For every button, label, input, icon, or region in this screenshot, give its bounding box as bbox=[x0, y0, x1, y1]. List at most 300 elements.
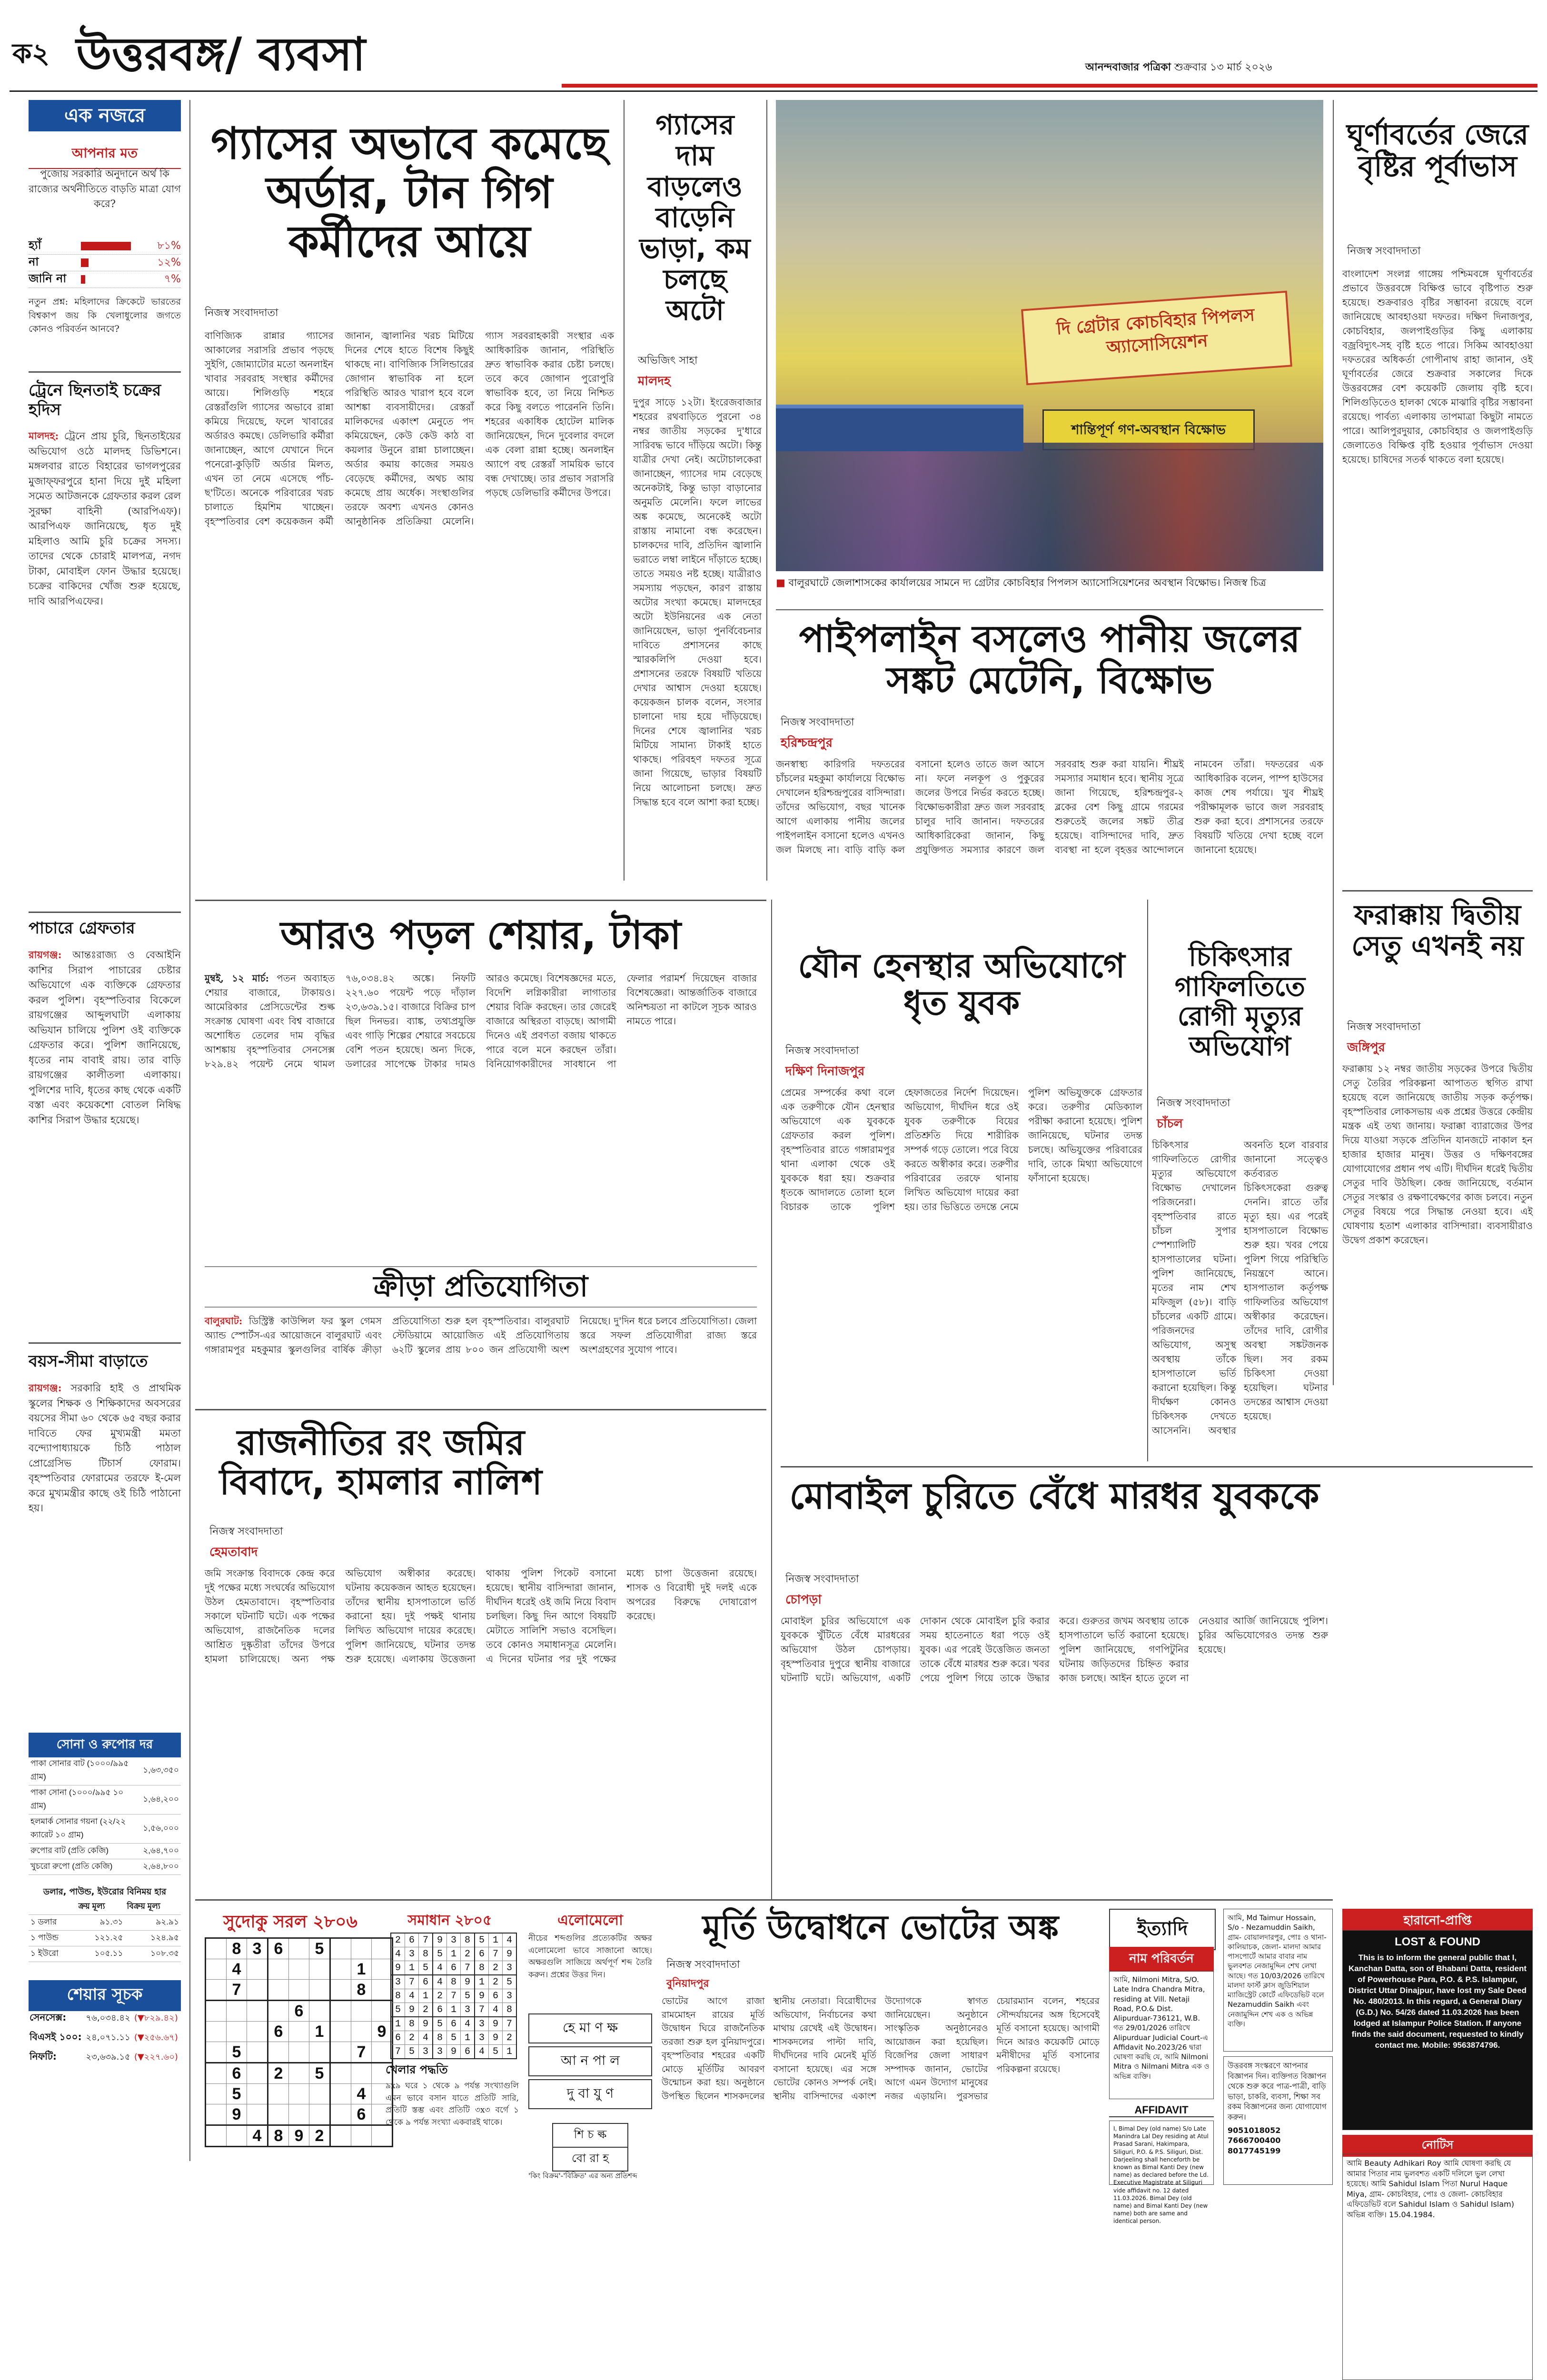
politics-byline: নিজস্ব সংবাদদাতা bbox=[209, 1526, 283, 1537]
solution-row bbox=[391, 1989, 516, 2003]
sudoku-cell[interactable] bbox=[206, 2104, 227, 2125]
solution-row bbox=[391, 2003, 516, 2017]
lead-body: বাণিজ্যিক রান্নার গ্যাসের আকালের সরাসরি প্রভাব পড়ছে সুইগি, জোম্যাটোর মতো অনলাইন খাবার সরবরাহ সংস্থার কর্মীদের আয়ে। শিলিগুড়ি শহরে রেস্তরাঁগুলি গ্যাসের অভাবে রান্না কমিয়ে দিয়েছে, ফলে খাবারের অর্ডারও কমছে। ডেলিভারি কর্মীরা জানাচ্ছেন, আগে যেখানে দিনে পনেরো-কুড়িটি অর্ডার মিলত, এখন তা নেমে এসেছে পাঁচ-ছ'টিতে। অনেকে পরিবারের খরচ চালাতে হিমশিম খাচ্ছেন। বৃহস্পতিবার বেশ কয়েকজন কর্মী জানান, জ্বালানির খরচ মিটিয়ে দিনের শেষে হাতে বিশেষ কিছুই থাকছে না। বাণিজ্যিক সিলিন্ডারের জোগান স্বাভাবিক না হলে পরিস্থিতি আরও খারাপ হবে বলে আশঙ্কা ব্যবসায়ীদের। রেস্তরাঁ মালিকদের একাংশ মেনুতে পদ কমিয়েছেন, কেউ কেউ কাঠ বা কয়লার উনুনে রান্না চালাচ্ছেন। অর্ডার কমায় কাজের সময়ও বেড়েছে কর্মীদের, অথচ আয় কমেছে প্রায় অর্ধেক। সংস্থাগুলির তরফে অবশ্য এখনও কোনও আনুষ্ঠানিক প্রতিক্রিয়া মেলেনি। গ্যাস সরবরাহকারী সংস্থার এক আধিকারিক জানান, পরিস্থিতি দ্রুত স্বাভাবিক করার চেষ্টা চলছে। তবে কবে জোগান পুরোপুরি স্বাভাবিক হবে, তা নিয়ে নিশ্চিত করে কিছু বলতে পারেননি তিনি। শহরের একাধিক হোটেল মালিক জানিয়েছেন, দিনে দুবেলার বদলে এক বেলা রান্না হচ্ছে। অনলাইন অ্যাপে বহু রেস্তরাঁ সাময়িক ভাবে বন্ধ দেখাচ্ছে। তার প্রভাব সরাসরি পড়ছে ডেলিভারি কর্মীদের উপরে। bbox=[205, 330, 614, 527]
sudoku-cell[interactable] bbox=[268, 1980, 289, 2001]
sudoku-row bbox=[206, 2001, 393, 2022]
currency-row-cell: ৯২.৯১ bbox=[125, 1915, 181, 1931]
solution-cell: 4 bbox=[405, 1989, 419, 2003]
solution-cell: 1 bbox=[391, 2017, 405, 2031]
politics-place: হেমতাবাদ bbox=[209, 1545, 258, 1559]
solution-row bbox=[391, 2031, 516, 2045]
sudoku-cell[interactable] bbox=[330, 2022, 351, 2042]
sudoku-cell[interactable] bbox=[330, 1938, 351, 1959]
story-text: সরকারি হাই ও প্রাথমিক স্কুলের শিক্ষক ও শিক্ষিকাদের অবসরের বয়সের সীমা ৬০ থেকে ৬৫ বছর করার দাবিতে ফের মুখ্যমন্ত্রী মমতা বন্দ্যোপাধ্যায়কে চিঠি পাঠাল প্রোগ্রেসিভ টিচার্স ফোরাম। বৃহস্পতিবার ফোরামের তরফে ই-মেল করে মুখ্যমন্ত্রীর কাছে ওই চিঠি পাঠানো হয়। bbox=[29, 1382, 181, 1514]
jumble-words bbox=[528, 2013, 652, 2112]
solution-cell: 5 bbox=[391, 2003, 405, 2017]
solution-cell: 6 bbox=[489, 1989, 503, 2003]
sudoku-cell[interactable] bbox=[372, 1938, 393, 1959]
sudoku-cell[interactable] bbox=[351, 2001, 372, 2022]
sudoku-cell[interactable] bbox=[289, 2104, 309, 2125]
sudoku-cell[interactable] bbox=[289, 2042, 309, 2063]
solution-cell: 4 bbox=[461, 2017, 475, 2031]
poll-value: ১২% bbox=[157, 256, 181, 268]
lead-byline: নিজস্ব সংবাদদাতা bbox=[205, 307, 278, 319]
solution-cell: 1 bbox=[447, 2003, 461, 2017]
sudoku-cell[interactable] bbox=[247, 2063, 268, 2084]
poll-label: হ্যাঁ bbox=[29, 238, 41, 252]
sudoku-cell[interactable]: 6 bbox=[289, 2001, 309, 2022]
solution-cell: 9 bbox=[405, 2003, 419, 2017]
story-text: ডিস্ট্রিক্ট কাউন্সিল ফর স্কুল গেমস অ্যান্ড স্পোর্টস-এর আয়োজনে বালুরঘাট এবং গঙ্গারামপুর মহকুমার স্কুলগুলির বার্ষিক ক্রীড়া প্রতিযোগিতা শুরু হল বৃহস্পতিবার। বালুরঘাট স্টেডিয়ামে আয়োজিত এই প্রতিযোগিতায় ৬২টি স্কুলের প্রায় ৮০০ জন প্রতিযোগী অংশ নিয়েছে। দু'দিন ধরে চলবে প্রতিযোগিতা। জেলা স্তরে সফল প্রতিযোগীরা রাজ্য স্তরে অংশগ্রহণের সুযোগ পাবে। bbox=[205, 1315, 757, 1355]
sudoku-cell[interactable] bbox=[330, 2042, 351, 2063]
sudoku-cell[interactable] bbox=[206, 2125, 227, 2147]
sudoku-cell[interactable]: 2 bbox=[268, 2063, 289, 2084]
sudoku-cell[interactable] bbox=[206, 2063, 227, 2084]
story-age-body bbox=[29, 1380, 181, 1714]
currency-row bbox=[29, 1946, 181, 1962]
photo-banner: দি গ্রেটার কোচবিহার পিপলস অ্যাসোসিয়েশন bbox=[1021, 291, 1292, 386]
sudoku-cell[interactable] bbox=[351, 1938, 372, 1959]
solution-cell: 6 bbox=[461, 2045, 475, 2059]
sudoku-cell[interactable] bbox=[206, 2042, 227, 2063]
story-train-head: ট্রেনে ছিনতাই চক্রের হদিস bbox=[29, 381, 161, 419]
solution-cell: 6 bbox=[447, 1961, 461, 1975]
sudoku-row bbox=[206, 2125, 393, 2147]
jumble-word: আ ন পা ল bbox=[528, 2046, 652, 2076]
jumble-bottom bbox=[552, 2123, 628, 2172]
sudoku-cell[interactable] bbox=[309, 2084, 330, 2104]
currency-row-cell: ১ পাউন্ড bbox=[29, 1931, 77, 1946]
sudoku-cell[interactable]: 4 bbox=[351, 2084, 372, 2104]
sudoku-grid[interactable] bbox=[205, 1937, 393, 2147]
solution-cell: 8 bbox=[433, 2031, 447, 2045]
solution-cell: 5 bbox=[489, 2045, 503, 2059]
sudoku-cell[interactable]: 9 bbox=[372, 2022, 393, 2042]
currency-row-cell: ১ ডলার bbox=[29, 1915, 77, 1931]
at-a-glance-banner: এক নজরে bbox=[29, 100, 181, 131]
solution-cell: 1 bbox=[489, 1933, 503, 1947]
sports-headline: ক্রীড়া প্রতিযোগিতা bbox=[205, 1266, 757, 1308]
gas-fare-headline: গ্যাসের দাম বাড়লেও বাড়েনি ভাড়া, কম চলছে অটো bbox=[639, 109, 751, 327]
mobile-byline: নিজস্ব সংবাদদাতা bbox=[785, 1573, 859, 1585]
sudoku-cell[interactable]: 5 bbox=[309, 2063, 330, 2084]
sudoku-cell[interactable]: 4 bbox=[227, 1959, 247, 1980]
sudoku-row bbox=[206, 2063, 393, 2084]
lost-found-text: This is to inform the general public that I, Kanchan Datta, son of Bhabani Datta, resident of Powerhouse Para, P.O. & P.S. Islampur, District Uttar Dinajpur, have lost my Sale Deed No. 480/2013. In this regard, a General Diary (G.D.) No. 54/26 dated 11.03.2026 has been lodged at Islampur Police Station. If anyone finds the said document, requested to kindly contact me. Mobile: 9563874796. bbox=[1348, 1953, 1527, 2050]
story-train-body bbox=[29, 428, 181, 909]
solution-cell: 5 bbox=[475, 1933, 489, 1947]
issue-date: শুক্রবার ১৩ মার্চ ২০২৬ bbox=[1174, 61, 1272, 73]
solution-cell: 8 bbox=[475, 1961, 489, 1975]
sudoku-cell[interactable] bbox=[247, 1959, 268, 1980]
share-cell: নিফটি: bbox=[30, 2051, 57, 2062]
solution-cell: 3 bbox=[391, 1975, 405, 1989]
poll-bar bbox=[81, 275, 85, 284]
poll-row-yes bbox=[29, 238, 181, 255]
sudoku-cell[interactable] bbox=[351, 2063, 372, 2084]
poll-row-dont-know bbox=[29, 271, 181, 288]
solution-row bbox=[391, 1961, 516, 1975]
gas-fare-body: দুপুর সাড়ে ১২টা। ইংরেজবাজার শহরের রথবাড়িতে পুরনো ৩৪ নম্বর জাতীয় সড়কের দু'ধারে সারিবদ্ধ ভাবে দাঁড়িয়ে অটো। কিন্তু যাত্রীর দেখা নেই। অটোচালকেরা জানাচ্ছেন, গ্যাসের দাম বেড়েছে অনেকটাই, কিন্তু ভাড়া বাড়ানোর অনুমতি মেলেনি। ফলে লাভের অঙ্ক কমেছে, অনেকেই অটো রাস্তায় নামানো বন্ধ করেছেন। চালকদের দাবি, প্রতিদিন জ্বালানি ভরাতে লম্বা লাইনে দাঁড়াতে হচ্ছে। তাতে সময়ও নষ্ট হচ্ছে। যাত্রীরাও সমস্যায় পড়ছেন, কারণ রাস্তায় অটোর সংখ্যা কমেছে। মালদহের অটো ইউনিয়নের এক নেতা জানিয়েছেন, ভাড়া পুনর্বিবেচনার দাবিতে প্রশাসনের কাছে স্মারকলিপি দেওয়া হবে। প্রশাসনের তরফে বিষয়টি খতিয়ে দেখার আশ্বাস দেওয়া হয়েছে। কয়েকজন চালক বলেন, সংসার চালানো দায় হয়ে দাঁড়িয়েছে। দিনের শেষে জ্বালানির খরচ মিটিয়ে সামান্য টাকাই হাতে থাকছে। পরিবহণ দফতর সূত্রে জানা গিয়েছে, ভাড়ার বিষয়টি নিয়ে আলোচনা চলছে। দ্রুত সিদ্ধান্ত হবে বলে আশা করা হচ্ছে। bbox=[633, 397, 762, 808]
sudoku-cell[interactable] bbox=[227, 2022, 247, 2042]
sudoku-cell[interactable] bbox=[351, 2125, 372, 2147]
sudoku-cell[interactable]: 8 bbox=[268, 2125, 289, 2147]
solution-cell: 5 bbox=[433, 1947, 447, 1961]
harassment-place: দক্ষিণ দিনাজপুর bbox=[785, 1064, 865, 1079]
gold-row-cell: পাকা সোনার বাট (১০০০/৯৯৫ গ্রাম) bbox=[29, 1756, 141, 1785]
sudoku-cell[interactable] bbox=[247, 2084, 268, 2104]
gold-row-cell: পাকা সোনা (১০০০/৯৯৫ ১০ গ্রাম) bbox=[29, 1785, 141, 1815]
solution-cell: 2 bbox=[405, 2031, 419, 2045]
poll-row-no bbox=[29, 255, 181, 271]
harassment-headline: যৌন হেনস্থার অভিযোগে ধৃত যুবক bbox=[798, 946, 1125, 1023]
sudoku-cell[interactable] bbox=[289, 2022, 309, 2042]
solution-row bbox=[391, 2017, 516, 2031]
solution-cell: 6 bbox=[391, 2031, 405, 2045]
sudoku-cell[interactable] bbox=[330, 2104, 351, 2125]
solution-cell: 2 bbox=[503, 2031, 517, 2045]
sudoku-cell[interactable] bbox=[206, 2001, 227, 2022]
dateline: রায়গঞ্জ: bbox=[29, 949, 62, 961]
poll-label: না bbox=[29, 255, 39, 268]
medical-headline: চিকিৎসার গাফিলতিতে রোগী মৃত্যুর অভিযোগ bbox=[1174, 942, 1306, 1062]
newspaper-name bbox=[1085, 59, 1272, 77]
sudoku-cell[interactable]: 5 bbox=[227, 2042, 247, 2063]
ad-name-change-2: আমি, Md Taimur Hossain, S/o - Nezamuddin Saikh, গ্রাম- বোয়ালদারপুর, পোঃ ও থানা- কালিয়াচক, জেলা- মালদা আমার পাসপোর্টে আমার বাবার নাম ভুলবশত নেজামুদ্দিন শেখ লেখা আছে। গত 10/03/2026 তারিখে মালদা ফার্স্ট ক্লাস জুডিশিয়াল ম্যাজিস্ট্রেট কোর্টে এফিডেভিট বলে Nezamuddin Saikh এবং নেজামুদ্দিন শেখ এক ও অভিন্ন ব্যক্তি। bbox=[1223, 1909, 1333, 2052]
sudoku-cell[interactable] bbox=[206, 1980, 227, 2001]
solution-cell: 3 bbox=[475, 2017, 489, 2031]
sudoku-cell[interactable]: 9 bbox=[227, 2104, 247, 2125]
divider bbox=[781, 1466, 1533, 1468]
sudoku-cell[interactable]: 9 bbox=[289, 2125, 309, 2147]
sudoku-cell[interactable] bbox=[206, 1938, 227, 1959]
gas-fare-place: মালদহ bbox=[638, 374, 671, 388]
poll-results bbox=[29, 238, 181, 288]
currency-row bbox=[29, 1931, 181, 1946]
medical-byline: নিজস্ব সংবাদদাতা bbox=[1157, 1097, 1230, 1109]
notice-header: নোটিস bbox=[1342, 2135, 1533, 2157]
solution-cell: 6 bbox=[475, 1947, 489, 1961]
solution-cell: 6 bbox=[419, 1975, 433, 1989]
medical-place: চাঁচল bbox=[1157, 1117, 1183, 1131]
name-change-title: নাম পরিবর্তন bbox=[1109, 1947, 1214, 1972]
ityadi-logo: ইত্যাদি bbox=[1109, 1909, 1216, 1950]
gold-row bbox=[29, 1785, 181, 1815]
poll-value: ৭% bbox=[164, 273, 181, 285]
solution-cell: 9 bbox=[461, 1975, 475, 1989]
sudoku-title: সুদোকু সরল ২৮০৬ bbox=[223, 1912, 357, 1932]
sudoku-cell[interactable] bbox=[309, 2001, 330, 2022]
gold-row-cell: ১,৬৪,২০০ bbox=[141, 1785, 181, 1815]
photo-barricade bbox=[776, 405, 1023, 451]
solution-cell: 4 bbox=[475, 2045, 489, 2059]
sudoku-cell[interactable] bbox=[206, 2022, 227, 2042]
currency-head-cell bbox=[29, 1899, 77, 1915]
sudoku-cell[interactable] bbox=[330, 1959, 351, 1980]
share-row bbox=[29, 2028, 181, 2048]
gold-row-cell: খুচরো রুপো (প্রতি কেজি) bbox=[29, 1859, 141, 1875]
solution-cell: 7 bbox=[419, 1933, 433, 1947]
sudoku-cell[interactable] bbox=[268, 2042, 289, 2063]
sudoku-cell[interactable]: 4 bbox=[247, 2125, 268, 2147]
sudoku-cell[interactable] bbox=[330, 2084, 351, 2104]
share-row bbox=[29, 2048, 181, 2067]
currency-row-cell: ১০৫.১১ bbox=[77, 1946, 125, 1962]
sudoku-cell[interactable]: 7 bbox=[351, 2042, 372, 2063]
bottom-rule bbox=[195, 1899, 1333, 1901]
sudoku-cell[interactable]: 8 bbox=[227, 1938, 247, 1959]
ad-promo bbox=[1223, 2056, 1333, 2185]
ad-affidavit: I, Bimal Dey (old name) S/o Late Manindra Lal Dey residing at Atul Prasad Sarani, Hakimpara, Siliguri, P.O. & P.S. Siliguri, Dist. Darjeeling shall henceforth be known as Bimal Kanti Dey (new name) as declared before the Ld. Executive Magistrate at Siliguri vide affidavit no. 12 dated 11.03.2026. Bimal Dey (old name) and Bimal Kanti Dey (new name) both are same and identical person. bbox=[1109, 2121, 1214, 2185]
currency-row-cell: ৯১.৩১ bbox=[77, 1915, 125, 1931]
solution-grid bbox=[390, 1933, 517, 2059]
sudoku-cell[interactable] bbox=[372, 1959, 393, 1980]
sudoku-cell[interactable]: 5 bbox=[227, 2084, 247, 2104]
currency-row-cell: ১ ইউরো bbox=[29, 1946, 77, 1962]
sudoku-cell[interactable] bbox=[309, 2042, 330, 2063]
sudoku-cell[interactable] bbox=[289, 1980, 309, 2001]
gold-row bbox=[29, 1859, 181, 1875]
solution-cell: 5 bbox=[447, 2031, 461, 2045]
sudoku-cell[interactable] bbox=[330, 2125, 351, 2147]
notice-ad: আমি Beauty Adhikari Roy আমি ঘোষণা করছি যে আমার পিতার নাম ভুলবশত একটি দলিলে ভুল লেখা হয়েছে। আমি Sahidul Islam পিতা Nurul Haque Miya, গ্রাম- কোচবিহার, পোঃ ও জেলা- কোচবিহার এফিডেভিট বলে Sahidul Islam ও Sahidul Islam) অভিন্ন ব্যক্তি। 15.04.1984. bbox=[1342, 2154, 1533, 2380]
sudoku-cell[interactable] bbox=[268, 2084, 289, 2104]
sudoku-cell[interactable] bbox=[372, 2042, 393, 2063]
solution-cell: 4 bbox=[433, 1961, 447, 1975]
share-cell: (▼৮২৯.৪২) bbox=[134, 2013, 178, 2023]
sudoku-cell[interactable] bbox=[247, 1980, 268, 2001]
solution-cell: 8 bbox=[405, 2017, 419, 2031]
affidavit-title: AFFIDAVIT bbox=[1109, 2104, 1214, 2117]
mobile-body: মোবাইল চুরির অভিযোগে এক যুবককে খুঁটিতে বেঁধে মারধরের অভিযোগ উঠল চোপড়ায়। বৃহস্পতিবার দুপুরে স্থানীয় বাজারে ঘটনাটি ঘটে। অভিযোগ, একটি দোকান থেকে মোবাইল চুরি করার সময় হাতেনাতে ধরা পড়ে ওই যুবক। এর পরেই উত্তেজিত জনতা তাকে বেঁধে মারধর শুরু করে। খবর পেয়ে পুলিশ গিয়ে তাকে উদ্ধার করে। গুরুতর জখম অবস্থায় তাকে হাসপাতালে ভর্তি করানো হয়েছে। পুলিশ জানিয়েছে, গণপিটুনির ঘটনায় জড়িতদের চিহ্নিত করার কাজ চলছে। আইন হাতে তুলে না নেওয়ার আর্জি জানিয়েছে পুলিশ। চুরির অভিযোগেরও তদন্ত শুরু হয়েছে। bbox=[781, 1615, 1328, 1684]
divider bbox=[195, 1409, 766, 1410]
sudoku-cell[interactable] bbox=[330, 2001, 351, 2022]
solution-row bbox=[391, 1947, 516, 1961]
sudoku-cell[interactable] bbox=[268, 2001, 289, 2022]
currency-title: ডলার, পাউন্ড, ইউরোর বিনিময় হার bbox=[43, 1887, 167, 1897]
story-text: পতন অব্যাহত শেয়ার বাজারে, টাকায়ও। আমেরিকার প্রেসিডেন্টের শুল্ক সংক্রান্ত ঘোষণা এবং বিশ্ব বাজারে অশোধিত তেলের দাম বৃদ্ধির আশঙ্কায় বৃহস্পতিবার সেনসেক্স ৮২৯.৪২ পয়েন্ট নেমে থামল ৭৬,০৩৪.৪২ অঙ্কে। নিফটি ২২৭.৬০ পয়েন্ট পড়ে দাঁড়াল ২৩,৬৩৯.১৫। বাজারে বিক্রির চাপ ছিল দিনভর। ব্যাঙ্ক, তথ্যপ্রযুক্তি এবং গাড়ি শিল্পের শেয়ারে সবচেয়ে বেশি পতন হয়েছে। অন্য দিকে, ডলারের সাপেক্ষে টাকার দামও আরও কমেছে। বিশেষজ্ঞদের মতে, বিদেশি লগ্নিকারীরা লাগাতার শেয়ার বিক্রি করছেন। তার জেরেই বাজারে অস্থিরতা বাড়ছে। আগামী দিনেও এই প্রবণতা বজায় থাকতে পারে বলে মনে করছেন তাঁরা। বিনিয়োগকারীদের সাবধানে পা ফেলার পরামর্শ দিয়েছেন বাজার বিশেষজ্ঞেরা। আন্তর্জাতিক বাজারে অনিশ্চয়তা না কাটলে সূচক আরও নামতে পারে। bbox=[205, 972, 757, 1070]
jumble-word: বো রা হ bbox=[552, 2148, 628, 2172]
share-index-title: শেয়ার সূচক bbox=[29, 1980, 181, 2011]
shares-headline: আরও পড়ল শেয়ার, টাকা bbox=[280, 913, 681, 958]
sudoku-cell[interactable] bbox=[330, 1980, 351, 2001]
sudoku-cell[interactable]: 1 bbox=[309, 2022, 330, 2042]
divider bbox=[776, 609, 1323, 610]
header-underline bbox=[10, 90, 1537, 92]
section-title: উত্তরবঙ্গ/ ব্যবসা bbox=[76, 28, 366, 81]
sudoku-cell[interactable] bbox=[227, 2125, 247, 2147]
sudoku-cell[interactable] bbox=[330, 2063, 351, 2084]
solution-cell: 6 bbox=[447, 2017, 461, 2031]
solution-cell: 1 bbox=[475, 1975, 489, 1989]
solution-cell: 4 bbox=[391, 1947, 405, 1961]
sudoku-cell[interactable]: 3 bbox=[247, 1938, 268, 1959]
gold-row-cell: ১,৬৩,৩৫০ bbox=[141, 1756, 181, 1785]
politics-headline: রাজনীতির রং জমির বিবাদে, হামলার নালিশ bbox=[219, 1422, 542, 1503]
gold-row-cell: রুপোর বাট (প্রতি কেজি) bbox=[29, 1844, 141, 1859]
currency-head bbox=[29, 1899, 181, 1915]
share-cell: (▼২২৭.৬০) bbox=[134, 2052, 178, 2062]
column-rule bbox=[189, 100, 190, 2161]
solution-cell: 5 bbox=[405, 2045, 419, 2059]
photo-caption: ■ বালুরঘাটে জেলাশাসকের কার্যালয়ের সামনে দ্য গ্রেটার কোচবিহার পিপলস অ্যাসোসিয়েশনের অবস্থান বিক্ষোভ। নিজস্ব চিত্র bbox=[776, 577, 1266, 588]
lead-headline: গ্যাসের অভাবে কমেছে অর্ডার, টান গিগ কর্মীদের আয়ে bbox=[210, 118, 608, 268]
solution-cell: 2 bbox=[391, 1933, 405, 1947]
photo-crowd bbox=[776, 443, 1323, 571]
sudoku-cell[interactable] bbox=[206, 1959, 227, 1980]
story-age-head: বয়স-সীমা বাড়াতে bbox=[29, 1352, 148, 1371]
solution-cell: 3 bbox=[433, 2045, 447, 2059]
solution-cell: 8 bbox=[447, 1975, 461, 1989]
medical-body: চিকিৎসার গাফিলতিতে রোগীর মৃত্যুর অভিযোগে বিক্ষোভ দেখালেন পরিজনেরা। বৃহস্পতিবার রাতে চাঁচল সুপার স্পেশ্যালিটি হাসপাতালের ঘটনা। পুলিশ জানিয়েছে, মৃতের নাম শেখ মফিজুল (৫৮)। বাড়ি চাঁচলের একটি গ্রামে। পরিজনদের অভিযোগ, অসুস্থ অবস্থায় তাঁকে হাসপাতালে ভর্তি করানো হয়েছিল। কিন্তু দীর্ঘক্ষণ কোনও চিকিৎসক দেখতে আসেননি। অবস্থার অবনতি হলে বারবার জানানো সত্ত্বেও কর্তব্যরত চিকিৎসকেরা গুরুত্ব দেননি। রাতে তাঁর মৃত্যু হয়। এর পরেই হাসপাতালে বিক্ষোভ শুরু হয়। খবর পেয়ে পুলিশ গিয়ে পরিস্থিতি নিয়ন্ত্রণে আনে। হাসপাতাল কর্তৃপক্ষ গাফিলতির অভিযোগ অস্বীকার করেছেন। তাঁদের দাবি, রোগীর অবস্থা সঙ্কটজনক ছিল। সব রকম চিকিৎসা দেওয়া হয়েছিল। ঘটনার তদন্তের আশ্বাস দেওয়া হয়েছে। bbox=[1152, 1139, 1328, 1436]
sudoku-cell[interactable] bbox=[289, 1938, 309, 1959]
column-rule bbox=[771, 900, 772, 1899]
share-cell: ৭৬,০৩৪.৪২ bbox=[86, 2013, 130, 2023]
sudoku-cell[interactable] bbox=[289, 2063, 309, 2084]
sudoku-cell[interactable]: 5 bbox=[309, 1938, 330, 1959]
farakka-place: জঙ্গিপুর bbox=[1347, 1041, 1385, 1055]
solution-cell: 8 bbox=[391, 1989, 405, 2003]
sudoku-cell[interactable]: 8 bbox=[351, 1980, 372, 2001]
header-rule bbox=[562, 84, 1537, 88]
sudoku-cell[interactable]: 7 bbox=[227, 1980, 247, 2001]
sudoku-cell[interactable]: 1 bbox=[351, 1959, 372, 1980]
cyclone-byline: নিজস্ব সংবাদদাতা bbox=[1347, 245, 1421, 257]
lost-found-ad bbox=[1342, 1930, 1533, 2130]
sudoku-row bbox=[206, 2022, 393, 2042]
divider bbox=[29, 371, 181, 373]
lost-found-header: হারানো-প্রাপ্তি bbox=[1342, 1909, 1533, 1934]
sudoku-cell[interactable] bbox=[268, 2104, 289, 2125]
solution-cell: 4 bbox=[419, 2031, 433, 2045]
share-cell: সেনসেক্স: bbox=[30, 2012, 67, 2023]
sudoku-row bbox=[206, 1980, 393, 2001]
poll-question: পুজোয় সরকারি অনুদানে অর্থ কি রাজ্যের অর্থনীতিতে বাড়তি মাত্রা যোগ করে? bbox=[29, 168, 181, 209]
poll-bar bbox=[81, 258, 89, 267]
jumble-intro: নীচের শব্দগুলির প্রত্যেকটির অক্ষর এলোমেলো ভাবে সাজানো আছে। অক্ষরগুলি সাজিয়ে অর্থপূর্ণ শব্দ তৈরি করুন। প্রশ্নের উত্তর দিন। bbox=[528, 1934, 652, 1980]
divider bbox=[1342, 890, 1533, 892]
jumble-word: হে মা ণ ক্ষ bbox=[528, 2013, 652, 2043]
solution-cell: 5 bbox=[433, 2017, 447, 2031]
gold-row-cell: হলমার্ক সোনার গয়না (২২/২২ ক্যারেট ১০ গ্রাম) bbox=[29, 1815, 141, 1844]
caption-text: বালুরঘাটে জেলাশাসকের কার্যালয়ের সামনে দ্য গ্রেটার কোচবিহার পিপলস অ্যাসোসিয়েশনের অবস্থান বিক্ষোভ। নিজস্ব চিত্র bbox=[788, 577, 1266, 588]
sports-body bbox=[205, 1314, 757, 1404]
sudoku-cell[interactable] bbox=[372, 2001, 393, 2022]
dateline: বালুরঘাট: bbox=[205, 1315, 243, 1327]
sudoku-cell[interactable] bbox=[289, 2084, 309, 2104]
sudoku-cell[interactable]: 2 bbox=[309, 2125, 330, 2147]
solution-title: সমাধান ২৮০৫ bbox=[407, 1912, 492, 1929]
sudoku-cell[interactable] bbox=[247, 2042, 268, 2063]
sudoku-cell[interactable] bbox=[309, 1959, 330, 1980]
sudoku-cell[interactable] bbox=[247, 2022, 268, 2042]
sudoku-cell[interactable]: 6 bbox=[227, 2063, 247, 2084]
dateline: মালদহ: bbox=[29, 430, 59, 442]
sudoku-cell[interactable] bbox=[268, 1959, 289, 1980]
solution-cell: 2 bbox=[433, 1989, 447, 2003]
lost-found-box-title: LOST & FOUND bbox=[1395, 1935, 1480, 1948]
gold-row bbox=[29, 1844, 181, 1859]
solution-cell: 5 bbox=[461, 1989, 475, 2003]
poll-value: ৮১% bbox=[157, 239, 181, 252]
share-cell: ২৩,৬৩৯.১৫ bbox=[86, 2052, 130, 2062]
phone-2: 7666700400 bbox=[1228, 2136, 1281, 2145]
pipeline-byline: নিজস্ব সংবাদদাতা bbox=[781, 716, 854, 728]
phone-3: 8017745199 bbox=[1228, 2146, 1281, 2155]
sudoku-cell[interactable] bbox=[247, 2104, 268, 2125]
dateline: মুম্বই, ১২ মার্চ: bbox=[205, 972, 269, 984]
solution-cell: 6 bbox=[433, 2003, 447, 2017]
story-smuggling-body bbox=[29, 947, 181, 1338]
solution-row bbox=[391, 1975, 516, 1989]
divider bbox=[195, 900, 766, 901]
solution-cell: 7 bbox=[489, 1947, 503, 1961]
solution-cell: 2 bbox=[419, 2003, 433, 2017]
solution-row bbox=[391, 2045, 516, 2059]
currency-head-cell: বিক্রয় মূল্য bbox=[125, 1899, 181, 1915]
sudoku-cell[interactable] bbox=[206, 2084, 227, 2104]
rules-text: ৯x৯ ঘরে ১ থেকে ৯ পর্যন্ত সংখ্যাগুলি এমন ভাবে বসান যাতে প্রতিটি সারি, প্রতিটি স্তম্ভ এবং প্রতিটি ৩x৩ বর্গে ১ থেকে ৯ পর্যন্ত সংখ্যা একবারই থাকে। bbox=[386, 2081, 519, 2127]
sudoku-row bbox=[206, 1938, 393, 1959]
gold-row bbox=[29, 1815, 181, 1844]
share-cell: ২৪,০৭১.১১ bbox=[86, 2033, 130, 2043]
poll-next-question: নতুন প্রশ্ন: মহিলাদের ক্রিকেটে ভারতের বিশ্বকাপ জয় কি খেলাধুলোর জগতে কোনও পরিবর্তন আনবে? bbox=[29, 297, 181, 334]
share-index-table bbox=[29, 2009, 181, 2067]
sudoku-cell[interactable] bbox=[309, 2104, 330, 2125]
photo-sign: শান্তিপূর্ণ গণ-অবস্থান বিক্ষোভ bbox=[1042, 409, 1255, 450]
dateline: রায়গঞ্জ: bbox=[29, 1382, 62, 1394]
sudoku-cell[interactable] bbox=[227, 2001, 247, 2022]
currency-row-cell: ১২১.২৫ bbox=[77, 1931, 125, 1946]
sudoku-cell[interactable] bbox=[289, 1959, 309, 1980]
solution-cell: 7 bbox=[447, 1989, 461, 2003]
story-smuggling-head: পাচারে গ্রেফতার bbox=[29, 919, 135, 938]
jumble-word: শি চ ল্ক bbox=[552, 2123, 628, 2148]
sudoku-cell[interactable]: 6 bbox=[268, 1938, 289, 1959]
solution-cell: 8 bbox=[461, 1933, 475, 1947]
solution-cell: 1 bbox=[419, 1989, 433, 2003]
harassment-byline: নিজস্ব সংবাদদাতা bbox=[785, 1045, 859, 1057]
sudoku-cell[interactable]: 6 bbox=[351, 2104, 372, 2125]
ad-promo-text: উত্তরবঙ্গ সংস্করণে আপনার বিজ্ঞাপন দিন। ব্যক্তিগত বিজ্ঞাপন থেকে শুরু করে পাত্র-পাত্রী, বাড়ি ভাড়া, চাকরি, ব্যবসা, শিক্ষা সব রকম বিজ্ঞাপনের জন্য যোগাযোগ করুন। bbox=[1228, 2061, 1327, 2122]
solution-cell: 3 bbox=[475, 2031, 489, 2045]
idol-place: বুনিয়াদপুর bbox=[666, 1978, 709, 1990]
politics-body: জমি সংক্রান্ত বিবাদকে কেন্দ্র করে দুই পক্ষের মধ্যে সংঘর্ষের অভিযোগ উঠল হেমতাবাদে। বৃহস্পতিবার সকালে ঘটনাটি ঘটে। এক পক্ষের অভিযোগ, রাজনৈতিক দলের আশ্রিত দুষ্কৃতীরা তাঁদের উপরে হামলা চালিয়েছে। অন্য পক্ষ অভিযোগ অস্বীকার করেছে। ঘটনায় কয়েকজন আহত হয়েছেন। তাঁদের স্থানীয় হাসপাতালে ভর্তি করানো হয়। দুই পক্ষই থানায় লিখিত অভিযোগ দায়ের করেছে। পুলিশ জানিয়েছে, ঘটনার তদন্ত শুরু হয়েছে। এলাকায় উত্তেজনা থাকায় পুলিশ পিকেট বসানো হয়েছে। স্থানীয় বাসিন্দারা জানান, দীর্ঘদিন ধরেই ওই জমি নিয়ে বিবাদ চলছিল। কিছু দিন আগে বিষয়টি মেটাতে সালিশি সভাও বসেছিল। তবে কোনও সমাধানসূত্র মেলেনি। এ দিনের ঘটনার পর দুই পক্ষের মধ্যে চাপা উত্তেজনা রয়েছে। শাসক ও বিরোধী দুই দলই একে অপরের বিরুদ্ধে দোষারোপ করেছে। bbox=[205, 1567, 757, 1665]
gold-rate-table bbox=[29, 1756, 181, 1875]
sudoku-cell[interactable] bbox=[247, 2001, 268, 2022]
solution-cell: 1 bbox=[447, 1947, 461, 1961]
solution-cell: 5 bbox=[419, 1961, 433, 1975]
solution-cell: 4 bbox=[433, 1975, 447, 1989]
gold-row-cell: ২,৬৪,৭০০ bbox=[141, 1844, 181, 1859]
solution-cell: 9 bbox=[503, 1947, 517, 1961]
sudoku-cell[interactable] bbox=[351, 2022, 372, 2042]
story-text: ট্রেনে প্রায় চুরি, ছিনতাইয়ের অভিযোগ ওঠে মালদহ ডিভিশনে। মঙ্গলবার রাতে বিহারের ভাগলপুরের মুজাফ্ফরপুরে হানা দিয়ে দুই মহিলা সমেত আটজনকে গ্রেফতার করল রেল সুরক্ষা বাহিনী (আরপিএফ)। আরপিএফ জানিয়েছে, ধৃত দুই মহিলাও আমি চুরি চক্রের সদস্য। তাদের থেকে চোরাই মালপত্র, নগদ টাকা, মোবাইল ফোন উদ্ধার হয়েছে। চক্রের বাকিদের খোঁজ শুরু হয়েছে, দাবি আরপিএফের। bbox=[29, 430, 181, 607]
poll-bar bbox=[81, 242, 131, 250]
farakka-body: ফরাক্কায় ১২ নম্বর জাতীয় সড়কের উপরে দ্বিতীয় সেতু তৈরির পরিকল্পনা আপাতত স্থগিত রাখা হয়েছে বলে জানিয়েছে জাতীয় সড়ক কর্তৃপক্ষ। বৃহস্পতিবার লোকসভায় এক প্রশ্নের উত্তরে কেন্দ্রীয় মন্ত্রক এই তথ্য জানায়। ফরাক্কা ব্যারাজের উপর দিয়ে যাওয়া সড়কে প্রতিদিন যানজটে নাকাল হন হাজার হাজার মানুষ। উত্তর ও দক্ষিণবঙ্গের যোগাযোগের প্রধান পথ এটি। দীর্ঘদিন ধরেই দ্বিতীয় সেতুর দাবি উঠছিল। কেন্দ্র জানিয়েছে, বর্তমান সেতুর সংস্কার ও রক্ষণাবেক্ষণের কাজ চলবে। নতুন সেতুর বিষয়ে পরে সিদ্ধান্ত নেওয়া হবে। এই ঘোষণায় হতাশ এলাকার বাসিন্দারা। ব্যবসায়ীরাও উদ্বেগ প্রকাশ করেছেন। bbox=[1342, 1063, 1533, 1246]
sudoku-row bbox=[206, 2084, 393, 2104]
sudoku-cell[interactable] bbox=[309, 1980, 330, 2001]
solution-cell: 4 bbox=[503, 1933, 517, 1947]
protest-photo bbox=[776, 100, 1323, 571]
sudoku-cell[interactable] bbox=[372, 1980, 393, 2001]
cyclone-body: বাংলাদেশ সংলগ্ন গাঙ্গেয় পশ্চিমবঙ্গে ঘূর্ণাবর্তের প্রভাবে উত্তরবঙ্গে বিক্ষিপ্ত ভাবে বৃষ্টিপাত শুরু হয়েছে। শুক্রবারও বৃষ্টির সম্ভাবনা রয়েছে বলে জানিয়েছে আবহাওয়া দফতর। দক্ষিণ দিনাজপুর, কোচবিহার, জলপাইগুড়ির কিছু এলাকায় বজ্রবিদ্যুৎ-সহ বৃষ্টি হতে পারে। সিকিম আবহাওয়া দফতরের অধিকর্তা গোপীনাথ রাহা জানান, ওই ঘূর্ণাবর্তের জেরে শুক্রবার সকালের দিকে উত্তরবঙ্গের বেশ কয়েকটি জেলায় বৃষ্টি হবে। শিলিগুড়িতেও হালকা থেকে মাঝারি বৃষ্টির সম্ভাবনা রয়েছে। পার্বত্য এলাকায় তাপমাত্রা কিছুটা নামতে পারে। আলিপুরদুয়ার, কোচবিহার ও জলপাইগুড়ি জেলাতেও বিক্ষিপ্ত বৃষ্টি হওয়ার পূর্বাভাস দেওয়া হয়েছে। চাষিদের সতর্ক থাকতে বলা হয়েছে। bbox=[1342, 268, 1533, 465]
solution-cell: 2 bbox=[489, 1975, 503, 1989]
mobile-headline: মোবাইল চুরিতে বেঁধে মারধর যুবককে bbox=[789, 1475, 1319, 1517]
pipeline-headline: পাইপলাইন বসলেও পানীয় জলের সঙ্কট মেটেনি, বিক্ষোভ bbox=[799, 618, 1300, 703]
sudoku-cell[interactable]: 6 bbox=[268, 2022, 289, 2042]
gold-row bbox=[29, 1756, 181, 1785]
